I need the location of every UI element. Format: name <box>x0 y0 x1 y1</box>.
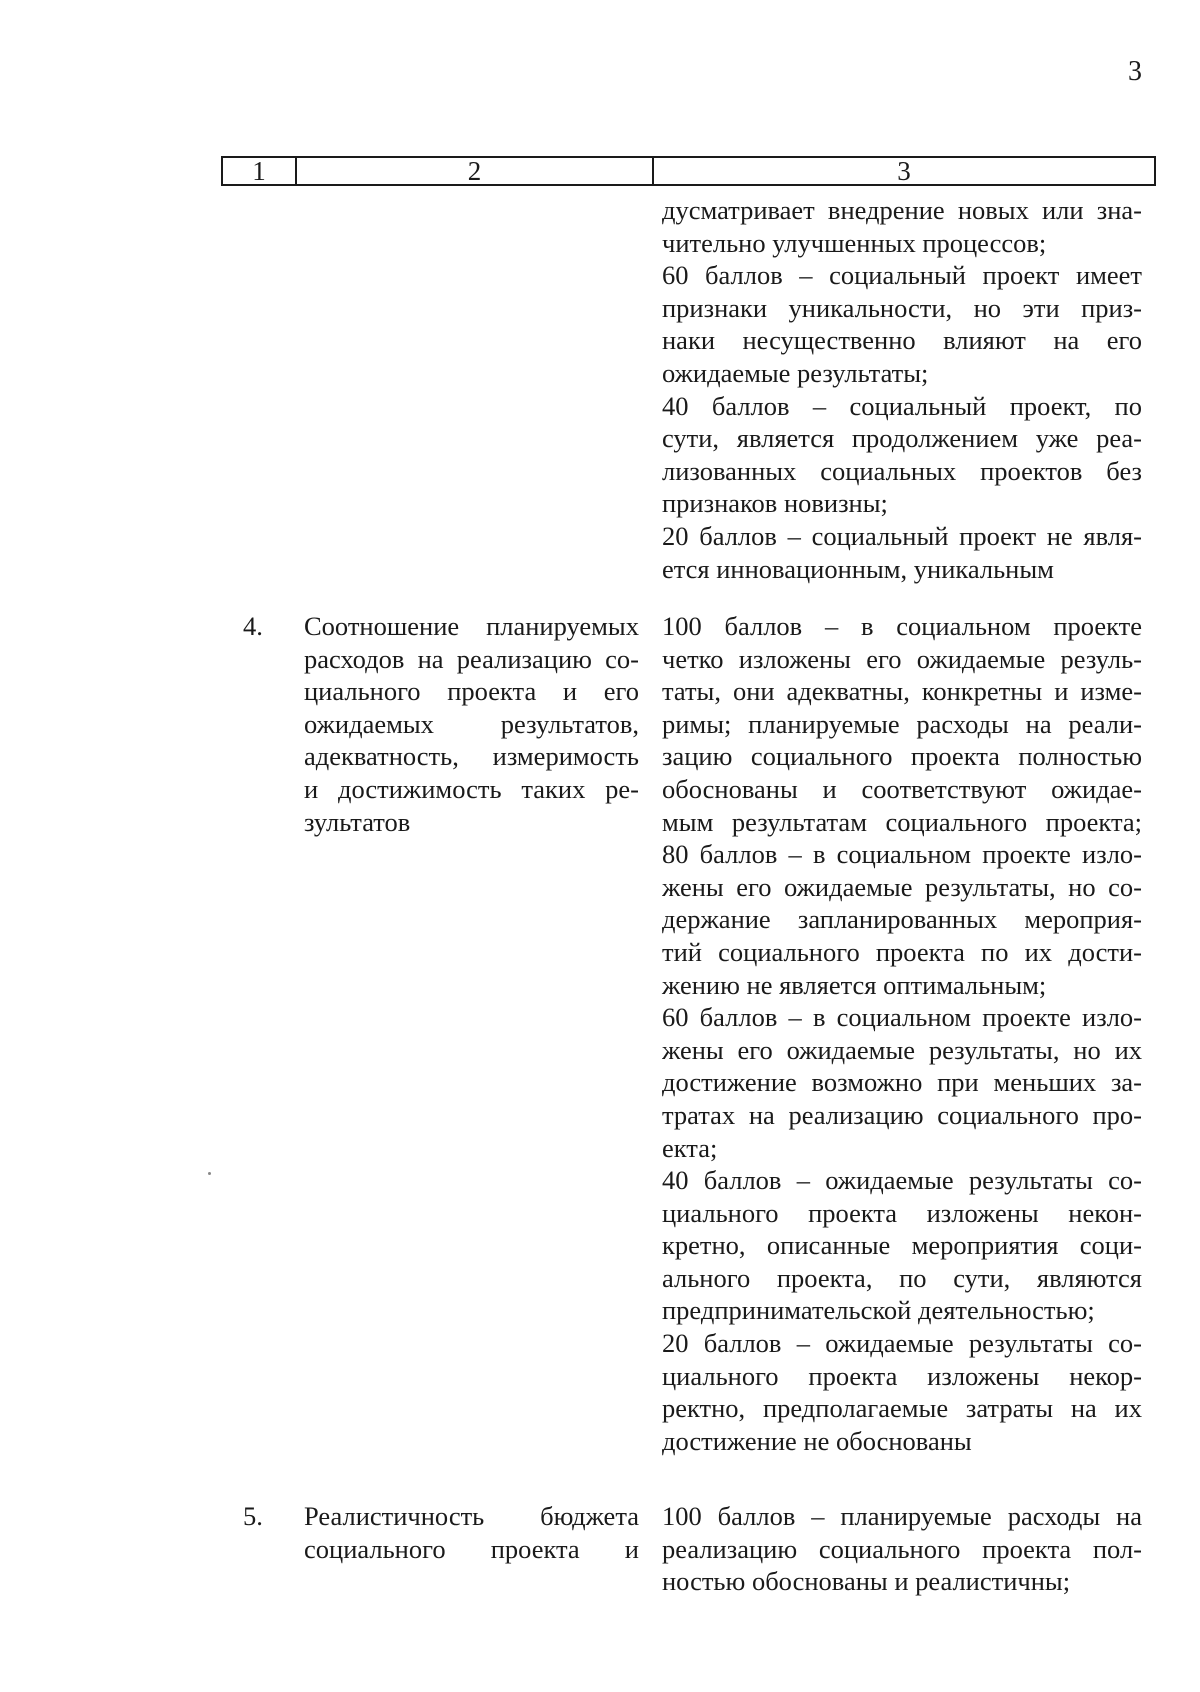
text-line: мым результатам социального проекта; <box>662 806 1142 837</box>
text-line: признаки уникальности, но эти приз- <box>662 292 1142 323</box>
text-line: признаков новизны; <box>662 488 888 519</box>
scan-speck <box>208 1172 211 1175</box>
continuation-scoring-text <box>662 194 1142 585</box>
criterion-text <box>304 610 639 838</box>
table-header-col-2: 2 <box>297 158 654 184</box>
table-header-col-3: 3 <box>897 156 911 186</box>
text-line: римы; планируемые расходы на реали- <box>662 708 1142 739</box>
text-line: адекватность, измеримость <box>304 741 639 772</box>
text-line: 80 баллов – в социальном проекте изло- <box>662 839 1142 870</box>
criterion-text <box>304 1500 639 1565</box>
text-line: жены его ожидаемые результаты, но со- <box>662 871 1142 902</box>
text-line: лизованных социальных проектов без <box>662 455 1142 486</box>
text-line: 60 баллов – социальный проект имеет <box>662 260 1142 291</box>
text-line: таты, они адекватны, конкретны и изме- <box>662 676 1142 707</box>
text-line: расходов на реализацию со- <box>304 643 639 674</box>
text-line: жены его ожидаемые результаты, но их <box>662 1034 1142 1065</box>
page-number: 3 <box>1128 56 1142 87</box>
text-line: ностью обоснованы и реалистичны; <box>662 1566 1071 1597</box>
text-line: ального проекта, по сути, являются <box>662 1262 1142 1293</box>
text-line: обоснованы и соответствуют ожидае- <box>662 773 1142 804</box>
text-line: Соотношение планируемых <box>304 611 639 641</box>
text-line: дусматривает внедрение новых или зна- <box>662 195 1142 225</box>
text-line: чительно улучшенных процессов; <box>662 227 1047 258</box>
text-line: и достижимость таких ре- <box>304 773 639 804</box>
text-line: 60 баллов – в социальном проекте изло- <box>662 1002 1142 1033</box>
row-number: 5. <box>243 1501 263 1531</box>
text-line: социального проекта и <box>304 1533 639 1564</box>
text-line: ректно, предполагаемые затраты на их <box>662 1393 1142 1424</box>
text-line: ожидаемые результаты; <box>662 357 929 388</box>
text-line: тий социального проекта по их дости- <box>662 936 1142 967</box>
text-line: четко изложены его ожидаемые резуль- <box>662 643 1142 674</box>
text-line: жению не является оптимальным; <box>662 969 1047 1000</box>
text-line: достижение не обоснованы <box>662 1425 972 1456</box>
text-line: зацию социального проекта полностью <box>662 741 1142 772</box>
text-line: 100 баллов – в социальном проекте <box>662 611 1142 641</box>
text-line: 100 баллов – планируемые расходы на <box>662 1501 1142 1531</box>
scoring-text <box>662 610 1142 1457</box>
text-line: 20 баллов – ожидаемые результаты со- <box>662 1328 1142 1359</box>
text-line: реализацию социального проекта пол- <box>662 1533 1142 1564</box>
text-line: 40 баллов – ожидаемые результаты со- <box>662 1165 1142 1196</box>
text-line: 20 баллов – социальный проект не явля- <box>662 520 1142 551</box>
table-header-row <box>221 156 1156 186</box>
text-line: циального проекта и его <box>304 676 639 707</box>
row-number: 4. <box>243 611 263 641</box>
text-line: Реалистичность бюджета <box>304 1501 639 1531</box>
text-line: ожидаемых результатов, <box>304 708 639 739</box>
text-line: циального проекта изложены некон- <box>662 1197 1142 1228</box>
text-line: ется инновационным, уникальным <box>662 553 1054 584</box>
text-line: наки несущественно влияют на его <box>662 325 1142 356</box>
text-line: держание запланированных мероприя- <box>662 904 1142 935</box>
text-line: достижение возможно при меньших за- <box>662 1067 1142 1098</box>
text-line: циального проекта изложены некор- <box>662 1360 1142 1391</box>
text-line: сути, является продолжением уже реа- <box>662 423 1142 454</box>
scoring-text <box>662 1500 1142 1598</box>
text-line: 40 баллов – социальный проект, по <box>662 390 1142 421</box>
table-header-col-1: 1 <box>223 158 297 184</box>
text-line: предпринимательской деятельностью; <box>662 1295 1095 1326</box>
text-line: екта; <box>662 1132 718 1163</box>
text-line: кретно, описанные мероприятия соци- <box>662 1230 1142 1261</box>
text-line: зультатов <box>304 806 411 837</box>
text-line: тратах на реализацию социального про- <box>662 1099 1142 1130</box>
